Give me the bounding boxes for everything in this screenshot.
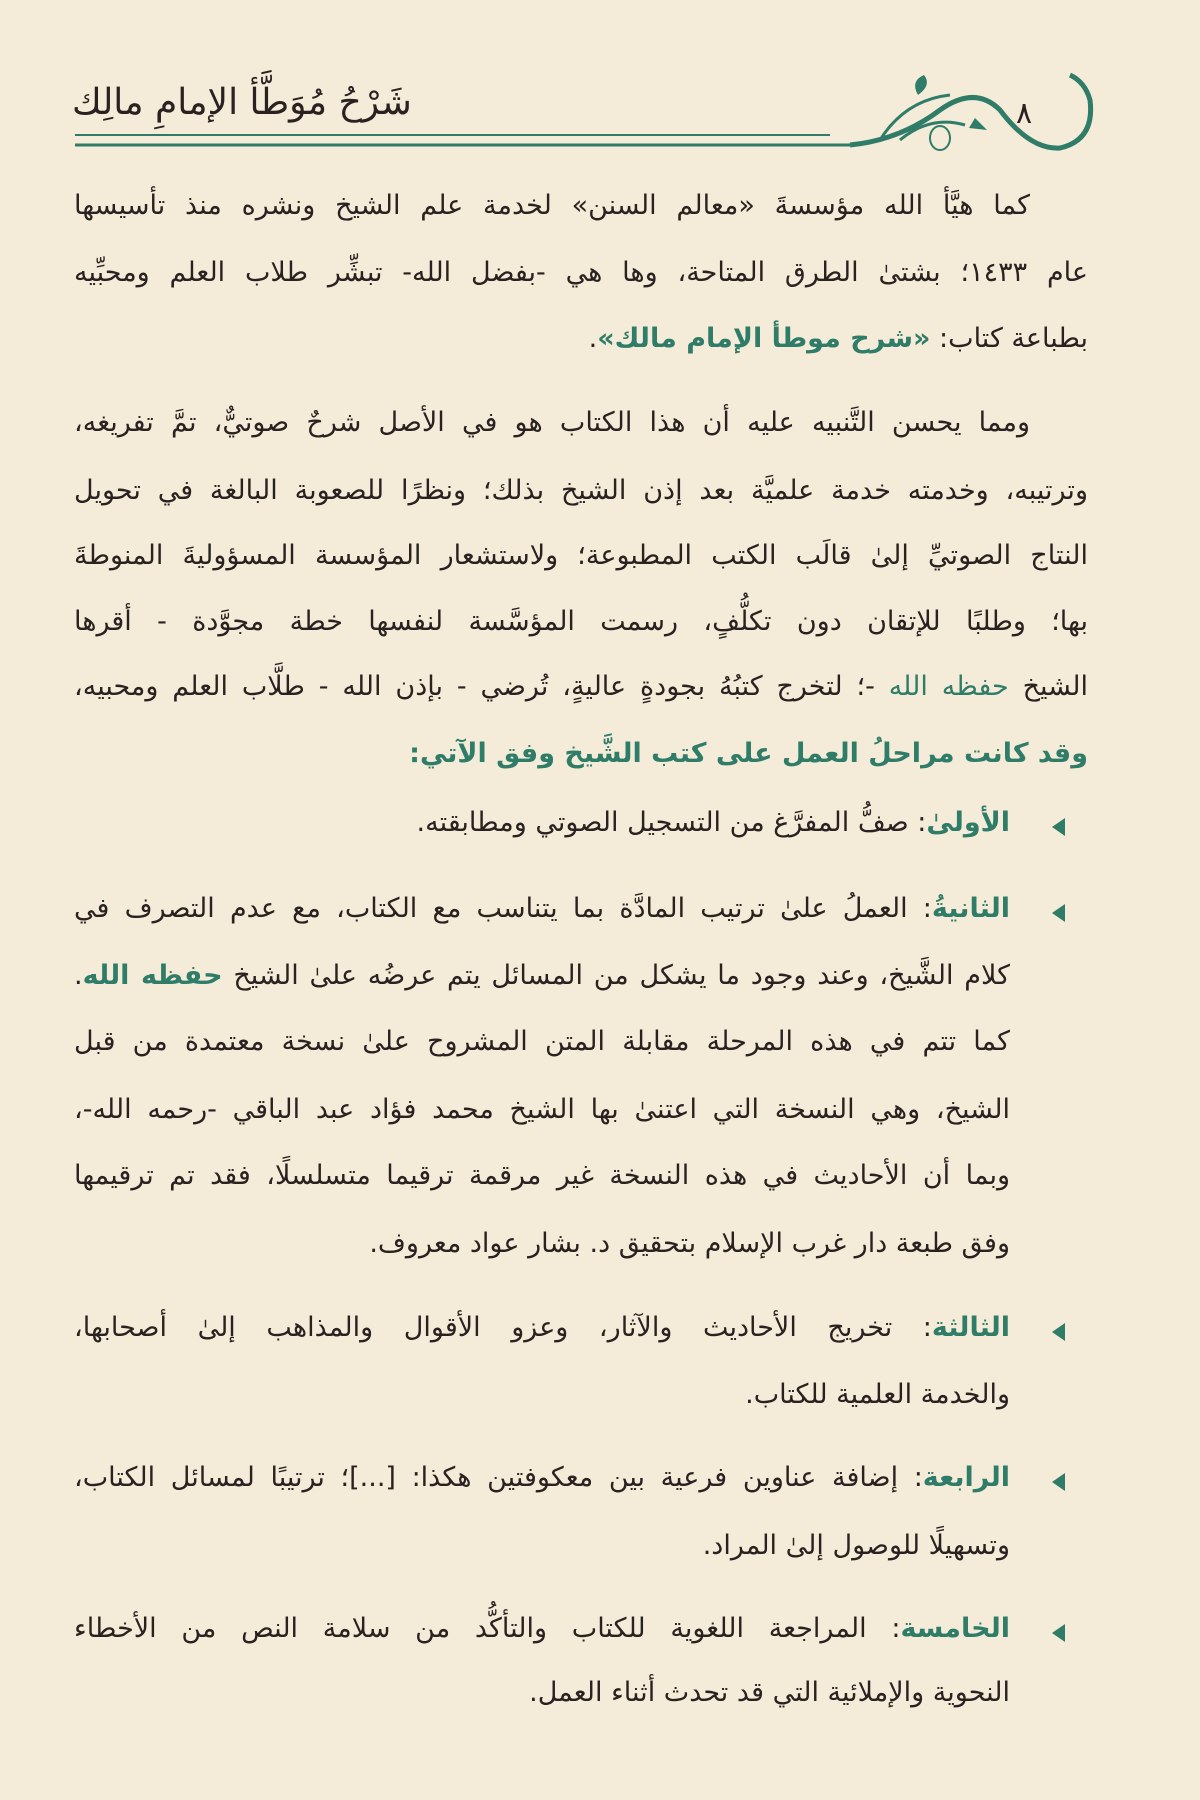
text-line [74, 253, 1088, 293]
list-item [74, 803, 1010, 843]
text-segment: كلام الشَّيخ، وعند وجود ما يشكل من المسائل يتم عرضُه علىٰ الشيخ [222, 959, 1010, 991]
text-segment: الشيخ [1008, 671, 1088, 703]
text-segment: وترتيبه، وخدمته خدمة علميَّة بعد إذن الشيخ بذلك؛ ونظرًا للصعوبة البالغة في تحويل [74, 474, 1088, 506]
highlighted-text: الأولىٰ [926, 806, 1010, 838]
text-segment: النحوية والإملائية التي قد تحدث أثناء العمل. [529, 1677, 1010, 1709]
text-line [74, 1526, 1010, 1566]
text-segment: كما تتم في هذه المرحلة مقابلة المتن المشروح علىٰ نسخة معتمدة من قبل [74, 1026, 1010, 1058]
text-line [74, 403, 1030, 443]
text-segment: . [588, 323, 598, 355]
text-segment: والخدمة العلمية للكتاب. [745, 1378, 1010, 1410]
highlighted-text: الرابعة [922, 1462, 1010, 1494]
text-segment: كما هيَّأ الله مؤسسةَ «معالم السنن» لخدمة علم الشيخ ونشره منذ تأسيسها [74, 190, 1030, 222]
bullet-triangle-icon [1052, 904, 1065, 922]
text-line [74, 1156, 1010, 1196]
text-segment: النتاج الصوتيِّ إلىٰ قالَب الكتب المطبوعة؛ ولاستشعار المؤسسة المسؤوليةَ المنوطةَ [74, 540, 1088, 572]
highlighted-text: الثالثة [931, 1312, 1010, 1344]
text-line [74, 536, 1088, 576]
highlighted-text: «شرح موطأ الإمام مالك» [597, 323, 931, 355]
text-segment: بطباعة كتاب: [930, 323, 1088, 355]
page-number: ٨ [1016, 96, 1033, 131]
text-line [74, 956, 1010, 996]
text-line [74, 319, 1088, 359]
running-header-title: شَرْحُ مُوَطَّأ الإمامِ مالِك [72, 82, 412, 123]
bullet-triangle-icon [1052, 1473, 1065, 1491]
text-segment: الشيخ، وهي النسخة التي اعتنىٰ بها الشيخ محمد فؤاد عبد الباقي -رحمه الله-، [74, 1093, 1010, 1125]
highlighted-text: الخامسة [900, 1612, 1010, 1644]
text-segment: بها؛ وطلبًا للإتقان دون تكلُّفٍ، رسمت المؤسَّسة لنفسها خطة مجوَّدة - أقرها [74, 605, 1088, 637]
text-line [74, 1022, 1010, 1062]
bullet-triangle-icon [1052, 1624, 1065, 1642]
text-segment: : صفُّ المفرَّغ من التسجيل الصوتي ومطابقته. [416, 806, 927, 838]
text-line [74, 734, 1088, 774]
highlighted-text: وقد كانت مراحلُ العمل على كتب الشَّيخ وفق الآتي: [409, 737, 1088, 769]
text-segment: . [74, 959, 83, 991]
text-segment: -؛ لتخرج كتبُهُ بجودةٍ عاليةٍ، تُرضي - بإذن الله - طلَّاب العلم ومحبيه، [74, 671, 889, 703]
text-line [74, 1224, 1010, 1264]
text-segment: : إضافة عناوين فرعية بين معكوفتين هكذا: [...]؛ ترتيبًا لمسائل الكتاب، [74, 1462, 923, 1494]
text-segment: : المراجعة اللغوية للكتاب والتأكُّد من سلامة النص من الأخطاء [74, 1612, 901, 1644]
text-line [74, 186, 1030, 226]
text-segment: : العملُ علىٰ ترتيب المادَّة بما يتناسب مع الكتاب، مع عدم التصرف في [74, 892, 932, 924]
bullet-triangle-icon [1052, 818, 1065, 836]
text-line [74, 471, 1088, 511]
text-line [74, 1090, 1010, 1130]
highlighted-text: حفظه الله [888, 671, 1009, 703]
text-segment: عام ١٤٣٣؛ بشتىٰ الطرق المتاحة، وها هي -بفضل الله- تبشِّر طلاب العلم ومحبِّيه [74, 256, 1088, 288]
list-item [74, 1609, 1010, 1649]
text-segment: ومما يحسن التَّنبيه عليه أن هذا الكتاب هو في الأصل شرحٌ صوتيٌّ، تمَّ تفريغه، [74, 407, 1030, 439]
text-line [74, 1673, 1010, 1713]
text-line [74, 1375, 1010, 1415]
text-line [74, 602, 1088, 642]
bullet-triangle-icon [1052, 1323, 1065, 1341]
text-segment: وبما أن الأحاديث في هذه النسخة غير مرقمة ترقيما متسلسلًا، فقد تم ترقيمها [74, 1160, 1010, 1192]
text-segment: وفق طبعة دار غرب الإسلام بتحقيق د. بشار عواد معروف. [369, 1228, 1010, 1260]
highlighted-text: الثانيةُ [931, 892, 1010, 924]
list-item [74, 889, 1010, 929]
text-line [74, 667, 1088, 707]
highlighted-text: حفظه الله [82, 959, 223, 991]
list-item [74, 1458, 1010, 1498]
text-segment: وتسهيلًا للوصول إلىٰ المراد. [702, 1530, 1010, 1562]
list-item [74, 1308, 1010, 1348]
text-segment: : تخريج الأحاديث والآثار، وعزو الأقوال والمذاهب إلىٰ أصحابها، [74, 1312, 932, 1344]
